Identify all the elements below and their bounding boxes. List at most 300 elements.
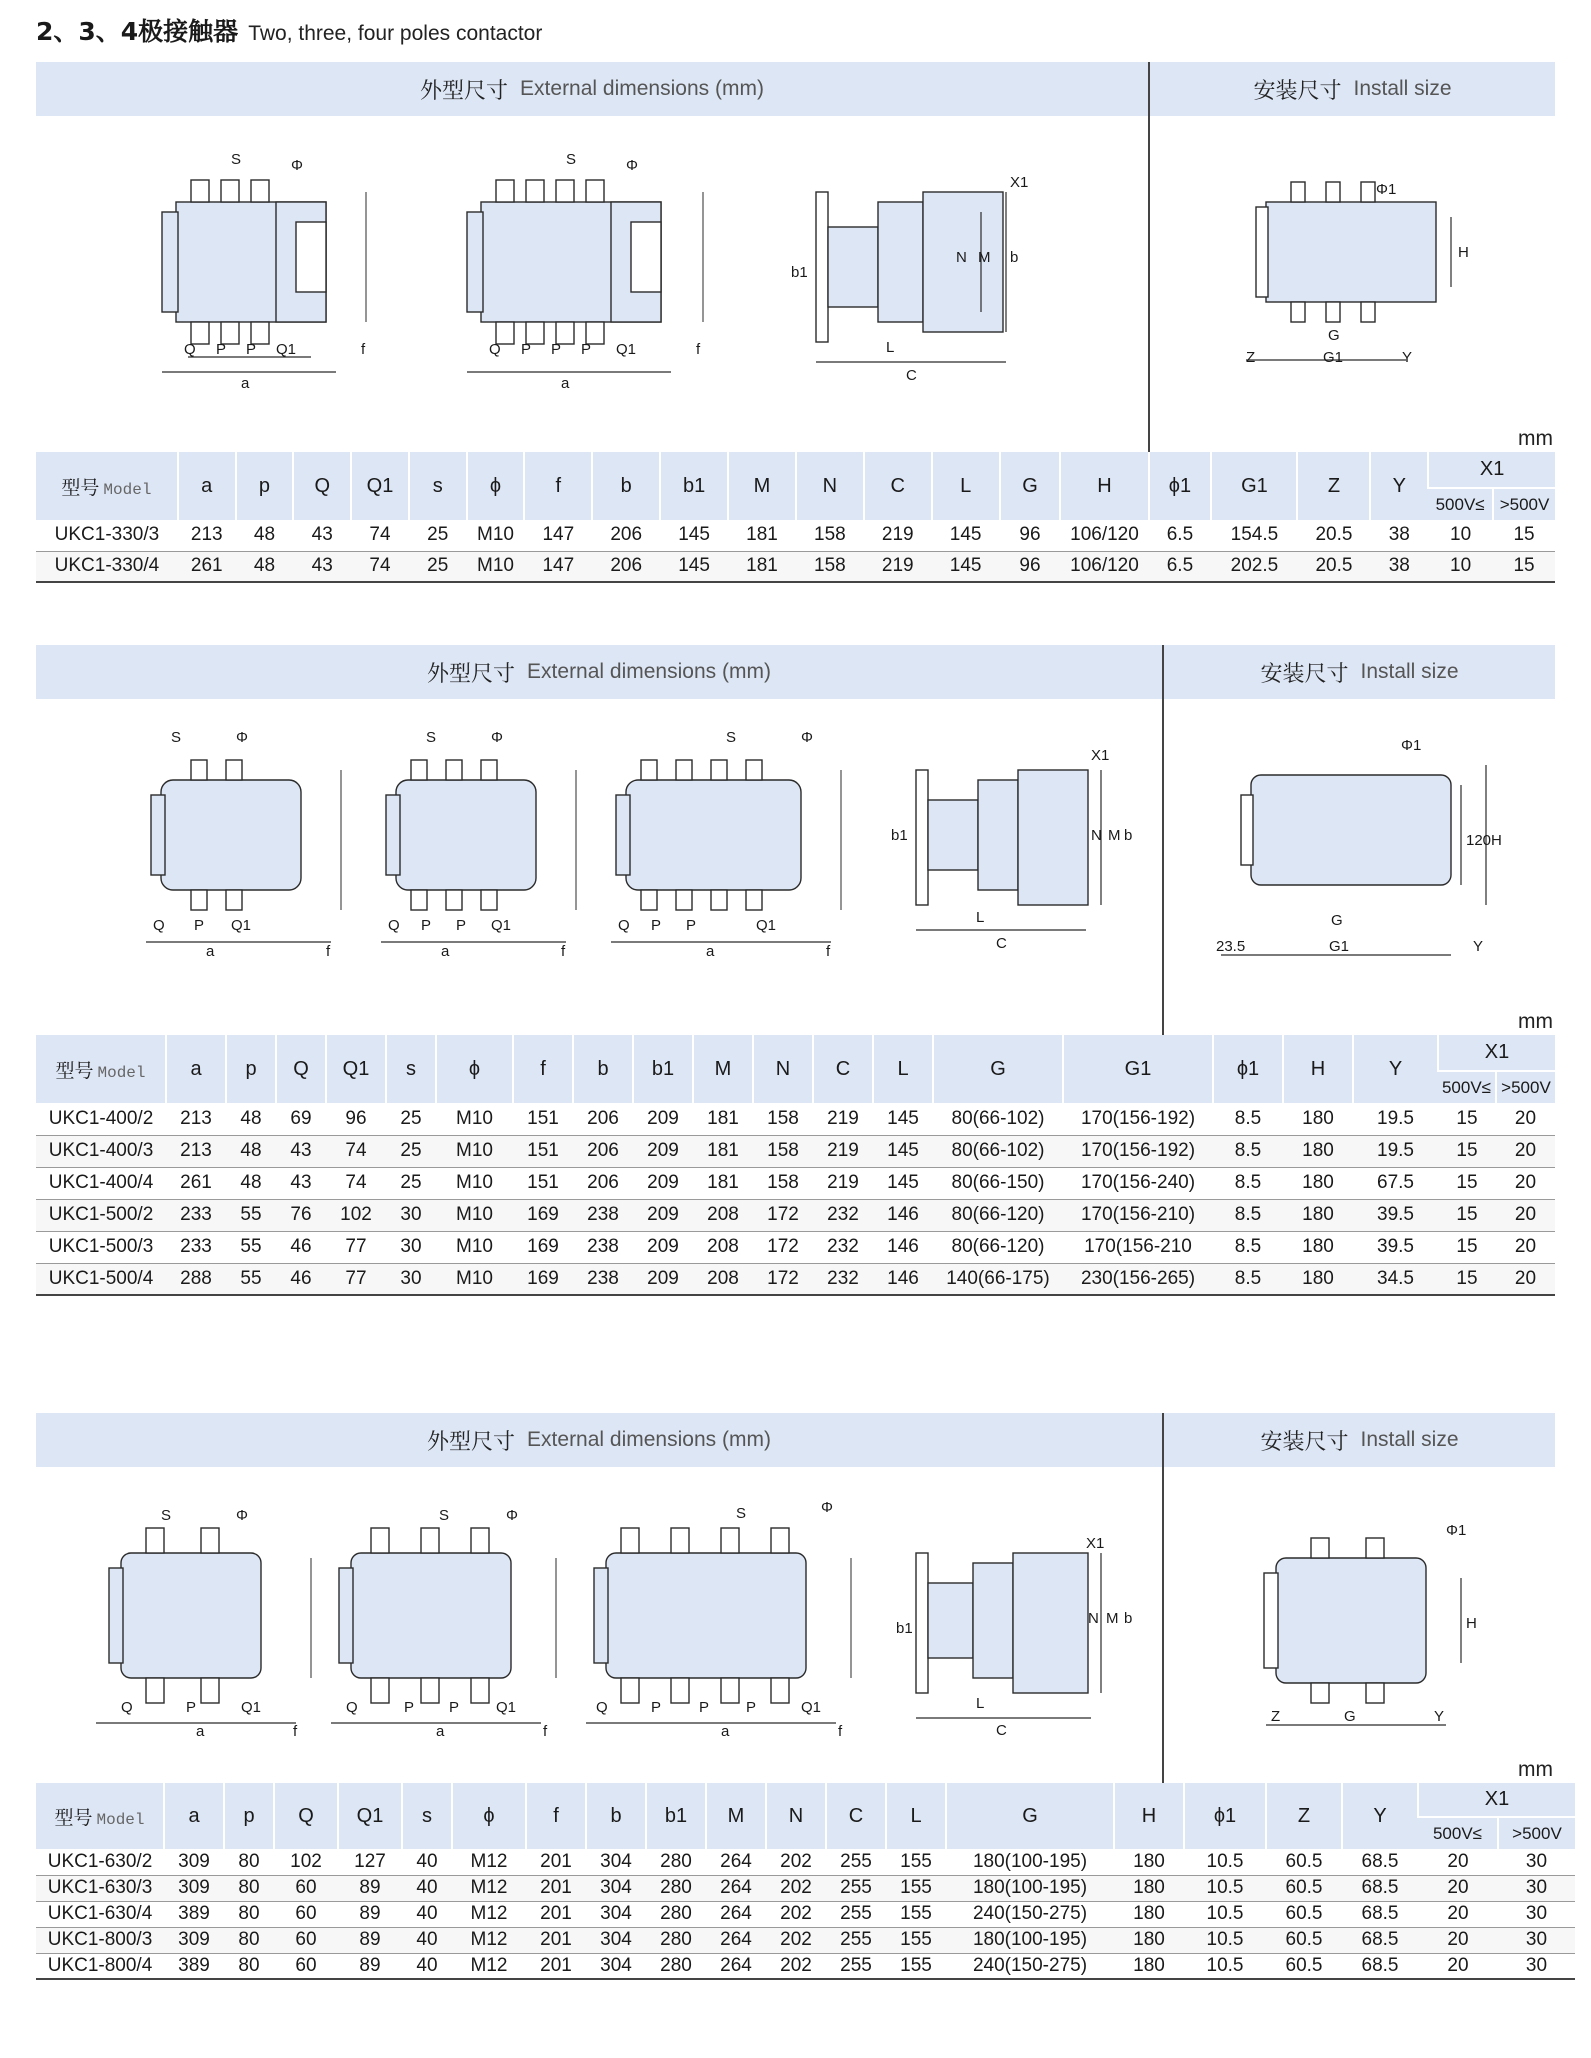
- front-view-3pole-drawing: [366, 730, 591, 960]
- col-header: L: [932, 452, 1000, 520]
- value-cell: 20: [1418, 1875, 1498, 1901]
- model-cell: UKC1-330/4: [36, 551, 178, 582]
- dim-h: H: [1458, 244, 1469, 261]
- col-header-x1: X1: [1428, 452, 1555, 488]
- value-cell: 89: [338, 1927, 402, 1953]
- value-cell: 20: [1418, 1849, 1498, 1875]
- front-view-4pole-drawing: [576, 1498, 866, 1738]
- dim-q1: Q1: [241, 1699, 262, 1716]
- header-zh: 外型尺寸: [427, 1429, 516, 1455]
- value-cell: 151: [513, 1135, 573, 1167]
- dim-q1: Q1: [496, 1699, 517, 1716]
- section-divider: [1148, 62, 1150, 452]
- value-cell: 20: [1496, 1199, 1555, 1231]
- col-header: Z: [1297, 452, 1370, 520]
- value-cell: 261: [166, 1167, 226, 1199]
- dim-a: a: [561, 375, 570, 392]
- dim-m: M: [1108, 827, 1121, 844]
- col-header: b: [586, 1783, 646, 1849]
- col-model: 型号 Model: [36, 1035, 166, 1103]
- dim-phi1: Φ1: [1401, 737, 1422, 754]
- dim-p: P: [699, 1699, 710, 1716]
- value-cell: 206: [592, 551, 660, 582]
- col-header: N: [796, 452, 864, 520]
- col-header: ϕ: [467, 452, 525, 520]
- col-header: M: [728, 452, 796, 520]
- value-cell: 309: [164, 1849, 224, 1875]
- dim-phi: Φ: [491, 730, 503, 746]
- value-cell: 170(156-192): [1063, 1135, 1213, 1167]
- value-cell: 8.5: [1213, 1263, 1283, 1295]
- value-cell: 180: [1114, 1927, 1184, 1953]
- value-cell: 202: [766, 1953, 826, 1979]
- value-cell: 155: [886, 1927, 946, 1953]
- col-header-x1: X1: [1418, 1783, 1575, 1817]
- value-cell: 60: [274, 1927, 338, 1953]
- section-divider: [1162, 645, 1164, 1035]
- value-cell: M12: [452, 1953, 526, 1979]
- col-header: Y: [1353, 1035, 1438, 1103]
- value-cell: 181: [693, 1103, 753, 1135]
- value-cell: 77: [326, 1231, 386, 1263]
- value-cell: 201: [526, 1927, 586, 1953]
- value-cell: 389: [164, 1953, 224, 1979]
- col-header: M: [693, 1035, 753, 1103]
- dim-s: S: [426, 730, 437, 746]
- col-header: G: [933, 1035, 1063, 1103]
- install-size-header: [1164, 1413, 1555, 1467]
- value-cell: M10: [467, 551, 525, 582]
- value-cell: M10: [436, 1167, 513, 1199]
- value-cell: 170(156-210): [1063, 1199, 1213, 1231]
- value-cell: 145: [873, 1135, 933, 1167]
- model-cell: UKC1-800/4: [36, 1953, 164, 1979]
- col-header: M: [706, 1783, 766, 1849]
- value-cell: 10: [1428, 551, 1493, 582]
- dim-n: N: [1088, 1610, 1099, 1627]
- dim-n: N: [956, 249, 967, 266]
- value-cell: 20: [1418, 1953, 1498, 1979]
- col-header: Q: [276, 1035, 326, 1103]
- table-row: [36, 1849, 1575, 1875]
- col-header: L: [873, 1035, 933, 1103]
- dim-a: a: [196, 1723, 205, 1738]
- value-cell: 55: [226, 1231, 276, 1263]
- value-cell: 206: [573, 1135, 633, 1167]
- col-header: b1: [646, 1783, 706, 1849]
- value-cell: 180: [1283, 1135, 1353, 1167]
- value-cell: 67.5: [1353, 1167, 1438, 1199]
- value-cell: 255: [826, 1927, 886, 1953]
- value-cell: 127: [338, 1849, 402, 1875]
- value-cell: 25: [409, 520, 467, 551]
- dim-p: P: [246, 341, 257, 358]
- value-cell: 169: [513, 1231, 573, 1263]
- value-cell: 180: [1283, 1103, 1353, 1135]
- value-cell: 60: [274, 1875, 338, 1901]
- external-dimensions-header: [36, 62, 1148, 116]
- unit-label: mm: [1518, 1010, 1553, 1033]
- value-cell: 232: [813, 1231, 873, 1263]
- table-row: [36, 1231, 1555, 1263]
- value-cell: 6.5: [1149, 520, 1212, 551]
- value-cell: M12: [452, 1849, 526, 1875]
- dim-a: a: [706, 943, 715, 960]
- value-cell: 10.5: [1184, 1875, 1266, 1901]
- col-header: G: [946, 1783, 1114, 1849]
- value-cell: 39.5: [1353, 1199, 1438, 1231]
- value-cell: 68.5: [1342, 1849, 1418, 1875]
- dim-q1: Q1: [491, 917, 512, 934]
- value-cell: 10: [1428, 520, 1493, 551]
- col-header: s: [402, 1783, 452, 1849]
- col-header: f: [524, 452, 592, 520]
- value-cell: 15: [1438, 1135, 1496, 1167]
- value-cell: 89: [338, 1875, 402, 1901]
- value-cell: 261: [178, 551, 236, 582]
- dim-q: Q: [346, 1699, 358, 1716]
- dim-x1: X1: [1086, 1535, 1105, 1552]
- spec-table-400-500: [36, 1035, 1555, 1296]
- col-header: Q: [274, 1783, 338, 1849]
- dim-x1: X1: [1091, 747, 1110, 764]
- unit-label: mm: [1518, 427, 1553, 450]
- side-view-drawing: [766, 152, 1036, 392]
- value-cell: 219: [864, 551, 932, 582]
- col-header: C: [864, 452, 932, 520]
- dim-p: P: [686, 917, 697, 934]
- dim-q: Q: [121, 1699, 133, 1716]
- col-header: H: [1114, 1783, 1184, 1849]
- value-cell: 181: [693, 1135, 753, 1167]
- value-cell: 230(156-265): [1063, 1263, 1213, 1295]
- value-cell: 40: [402, 1849, 452, 1875]
- value-cell: 181: [693, 1167, 753, 1199]
- col-header: s: [386, 1035, 436, 1103]
- dim-b1: b1: [891, 827, 908, 844]
- col-header-x1-low: 500V≤: [1418, 1817, 1498, 1849]
- col-header: ϕ1: [1213, 1035, 1283, 1103]
- value-cell: 10.5: [1184, 1901, 1266, 1927]
- value-cell: 30: [386, 1199, 436, 1231]
- value-cell: 34.5: [1353, 1263, 1438, 1295]
- value-cell: 68.5: [1342, 1875, 1418, 1901]
- value-cell: 69: [276, 1103, 326, 1135]
- value-cell: 219: [864, 520, 932, 551]
- col-header: Q1: [351, 452, 409, 520]
- value-cell: 170(156-240): [1063, 1167, 1213, 1199]
- side-view-drawing: [866, 730, 1146, 960]
- dim-g1: G1: [1323, 349, 1344, 366]
- value-cell: 172: [753, 1231, 813, 1263]
- col-header: p: [226, 1035, 276, 1103]
- table-row: [36, 1953, 1575, 1979]
- col-model: 型号 Model: [36, 452, 178, 520]
- value-cell: 213: [166, 1103, 226, 1135]
- table-row: [36, 1901, 1575, 1927]
- value-cell: 25: [386, 1135, 436, 1167]
- col-header-x1-high: >500V: [1493, 488, 1555, 520]
- dim-q1: Q1: [276, 341, 297, 358]
- value-cell: 206: [592, 520, 660, 551]
- value-cell: 74: [326, 1167, 386, 1199]
- dim-phi: Φ: [821, 1499, 833, 1516]
- col-header: a: [178, 452, 236, 520]
- value-cell: 180(100-195): [946, 1849, 1114, 1875]
- value-cell: 80: [224, 1953, 274, 1979]
- value-cell: 202: [766, 1901, 826, 1927]
- dim-f: f: [826, 943, 831, 960]
- col-header: b: [573, 1035, 633, 1103]
- value-cell: 238: [573, 1263, 633, 1295]
- value-cell: 15: [1493, 520, 1555, 551]
- value-cell: 80: [224, 1875, 274, 1901]
- dim-phi: Φ: [291, 157, 303, 174]
- section-630-800: [36, 1413, 1562, 2033]
- col-header: Q: [293, 452, 351, 520]
- value-cell: 40: [402, 1953, 452, 1979]
- value-cell: 158: [753, 1135, 813, 1167]
- dim-g1: G1: [1329, 938, 1350, 955]
- value-cell: 145: [932, 520, 1000, 551]
- value-cell: 213: [178, 520, 236, 551]
- dim-p: P: [551, 341, 562, 358]
- dim-phi1: Φ1: [1376, 181, 1397, 198]
- value-cell: 8.5: [1213, 1167, 1283, 1199]
- dim-q: Q: [596, 1699, 608, 1716]
- col-header: b1: [660, 452, 728, 520]
- col-header: Q1: [338, 1783, 402, 1849]
- value-cell: 201: [526, 1953, 586, 1979]
- dim-p: P: [651, 917, 662, 934]
- dim-p: P: [186, 1699, 197, 1716]
- value-cell: 155: [886, 1849, 946, 1875]
- col-header-x1-low: 500V≤: [1428, 488, 1493, 520]
- value-cell: M10: [436, 1231, 513, 1263]
- value-cell: 30: [1498, 1927, 1575, 1953]
- col-header: ϕ: [452, 1783, 526, 1849]
- value-cell: 154.5: [1211, 520, 1297, 551]
- dim-b: b: [1010, 249, 1019, 266]
- col-header: N: [753, 1035, 813, 1103]
- page-title: [36, 14, 542, 50]
- dim-l: L: [886, 339, 895, 356]
- value-cell: 8.5: [1213, 1199, 1283, 1231]
- dim-f: f: [326, 943, 331, 960]
- header-zh: 安装尺寸: [1253, 78, 1342, 104]
- col-model: 型号 Model: [36, 1783, 164, 1849]
- front-view-3pole-drawing: [321, 1508, 571, 1738]
- value-cell: 6.5: [1149, 551, 1212, 582]
- front-view-4pole-drawing: [441, 152, 741, 392]
- dim-b1: b1: [896, 1620, 913, 1637]
- value-cell: 288: [166, 1263, 226, 1295]
- col-header: G1: [1211, 452, 1297, 520]
- value-cell: 19.5: [1353, 1103, 1438, 1135]
- dim-c: C: [906, 367, 917, 384]
- dim-h: H: [1466, 1615, 1477, 1632]
- value-cell: 219: [813, 1135, 873, 1167]
- value-cell: 77: [326, 1263, 386, 1295]
- table-row: [36, 1927, 1575, 1953]
- dim-l: L: [976, 1695, 985, 1712]
- value-cell: 68.5: [1342, 1901, 1418, 1927]
- value-cell: 20: [1418, 1927, 1498, 1953]
- value-cell: 158: [796, 520, 864, 551]
- value-cell: 309: [164, 1927, 224, 1953]
- dim-q: Q: [388, 917, 400, 934]
- value-cell: 180: [1114, 1875, 1184, 1901]
- value-cell: 180(100-195): [946, 1875, 1114, 1901]
- dim-h: H: [1491, 832, 1502, 849]
- dim-m: M: [978, 249, 991, 266]
- value-cell: 43: [276, 1167, 326, 1199]
- col-header: s: [409, 452, 467, 520]
- col-header: Z: [1266, 1783, 1342, 1849]
- value-cell: 20: [1418, 1901, 1498, 1927]
- dim-s: S: [171, 730, 182, 746]
- dim-f: f: [561, 943, 566, 960]
- section-400-500: [36, 645, 1555, 1365]
- col-header: G: [1000, 452, 1061, 520]
- value-cell: 140(66-175): [933, 1263, 1063, 1295]
- dim-c: C: [996, 935, 1007, 952]
- value-cell: 304: [586, 1927, 646, 1953]
- dim-120: 120: [1466, 832, 1492, 849]
- value-cell: 106/120: [1060, 551, 1148, 582]
- value-cell: 209: [633, 1103, 693, 1135]
- value-cell: 30: [386, 1263, 436, 1295]
- header-en: Install size: [1360, 660, 1459, 683]
- dim-p: P: [456, 917, 467, 934]
- value-cell: 48: [226, 1103, 276, 1135]
- value-cell: 60.5: [1266, 1953, 1342, 1979]
- dim-s: S: [231, 152, 242, 168]
- value-cell: 213: [166, 1135, 226, 1167]
- dim-b1: b1: [791, 264, 808, 281]
- dim-p: P: [521, 341, 532, 358]
- value-cell: 219: [813, 1167, 873, 1199]
- table-row: [36, 1167, 1555, 1199]
- model-cell: UKC1-500/2: [36, 1199, 166, 1231]
- value-cell: 25: [386, 1167, 436, 1199]
- value-cell: 106/120: [1060, 520, 1148, 551]
- value-cell: 181: [728, 520, 796, 551]
- value-cell: 232: [813, 1263, 873, 1295]
- page-title-en: Two, three, four poles contactor: [248, 22, 543, 45]
- value-cell: 170(156-192): [1063, 1103, 1213, 1135]
- value-cell: 151: [513, 1103, 573, 1135]
- dim-f: f: [543, 1723, 548, 1738]
- value-cell: 172: [753, 1263, 813, 1295]
- value-cell: 145: [660, 520, 728, 551]
- value-cell: 180: [1114, 1901, 1184, 1927]
- value-cell: 20: [1496, 1167, 1555, 1199]
- dim-q1: Q1: [231, 917, 252, 934]
- dim-y: Y: [1473, 938, 1484, 955]
- value-cell: 255: [826, 1953, 886, 1979]
- value-cell: 68.5: [1342, 1953, 1418, 1979]
- value-cell: 80: [224, 1901, 274, 1927]
- dim-s: S: [726, 730, 737, 746]
- value-cell: 20: [1496, 1231, 1555, 1263]
- dim-q1: Q1: [801, 1699, 822, 1716]
- value-cell: 80(66-102): [933, 1103, 1063, 1135]
- value-cell: 202: [766, 1849, 826, 1875]
- value-cell: M10: [436, 1135, 513, 1167]
- dim-a: a: [241, 375, 250, 392]
- install-size-drawing: [1226, 162, 1506, 392]
- value-cell: 180(100-195): [946, 1927, 1114, 1953]
- dim-p: P: [194, 917, 205, 934]
- value-cell: 25: [409, 551, 467, 582]
- value-cell: 15: [1438, 1199, 1496, 1231]
- value-cell: 280: [646, 1901, 706, 1927]
- value-cell: 146: [873, 1199, 933, 1231]
- value-cell: 264: [706, 1875, 766, 1901]
- value-cell: 180: [1283, 1263, 1353, 1295]
- value-cell: 20: [1496, 1263, 1555, 1295]
- value-cell: 180: [1283, 1199, 1353, 1231]
- value-cell: 255: [826, 1875, 886, 1901]
- value-cell: 233: [166, 1231, 226, 1263]
- table-row: [36, 1263, 1555, 1295]
- col-header-x1-low: 500V≤: [1438, 1071, 1496, 1103]
- value-cell: 206: [573, 1167, 633, 1199]
- value-cell: 180: [1114, 1953, 1184, 1979]
- header-en: Install size: [1353, 77, 1452, 100]
- dim-s: S: [736, 1505, 747, 1522]
- value-cell: 219: [813, 1103, 873, 1135]
- dim-a: a: [441, 943, 450, 960]
- dim-z: Z: [1246, 349, 1256, 366]
- value-cell: 209: [633, 1199, 693, 1231]
- dim-n: N: [1091, 827, 1102, 844]
- value-cell: 280: [646, 1927, 706, 1953]
- value-cell: 80(66-102): [933, 1135, 1063, 1167]
- value-cell: 30: [1498, 1849, 1575, 1875]
- dim-p: P: [216, 341, 227, 358]
- section-divider: [1162, 1413, 1164, 1783]
- value-cell: 147: [524, 520, 592, 551]
- value-cell: 55: [226, 1199, 276, 1231]
- value-cell: 280: [646, 1875, 706, 1901]
- value-cell: 209: [633, 1135, 693, 1167]
- dim-q1: Q1: [616, 341, 637, 358]
- value-cell: 15: [1493, 551, 1555, 582]
- value-cell: 39.5: [1353, 1231, 1438, 1263]
- header-zh: 外型尺寸: [427, 661, 516, 687]
- value-cell: 20.5: [1297, 520, 1370, 551]
- value-cell: 255: [826, 1849, 886, 1875]
- value-cell: 48: [226, 1135, 276, 1167]
- value-cell: 40: [402, 1927, 452, 1953]
- value-cell: M10: [436, 1199, 513, 1231]
- dim-p: P: [651, 1699, 662, 1716]
- dim-phi1: Φ1: [1446, 1522, 1467, 1539]
- value-cell: 89: [338, 1953, 402, 1979]
- value-cell: 10.5: [1184, 1927, 1266, 1953]
- dim-q: Q: [489, 341, 501, 358]
- value-cell: 60.5: [1266, 1927, 1342, 1953]
- section-330: [36, 62, 1555, 612]
- value-cell: 89: [338, 1901, 402, 1927]
- value-cell: 60: [274, 1901, 338, 1927]
- value-cell: 151: [513, 1167, 573, 1199]
- value-cell: 181: [728, 551, 796, 582]
- dim-q: Q: [184, 341, 196, 358]
- header-en: External dimensions (mm): [527, 1428, 771, 1451]
